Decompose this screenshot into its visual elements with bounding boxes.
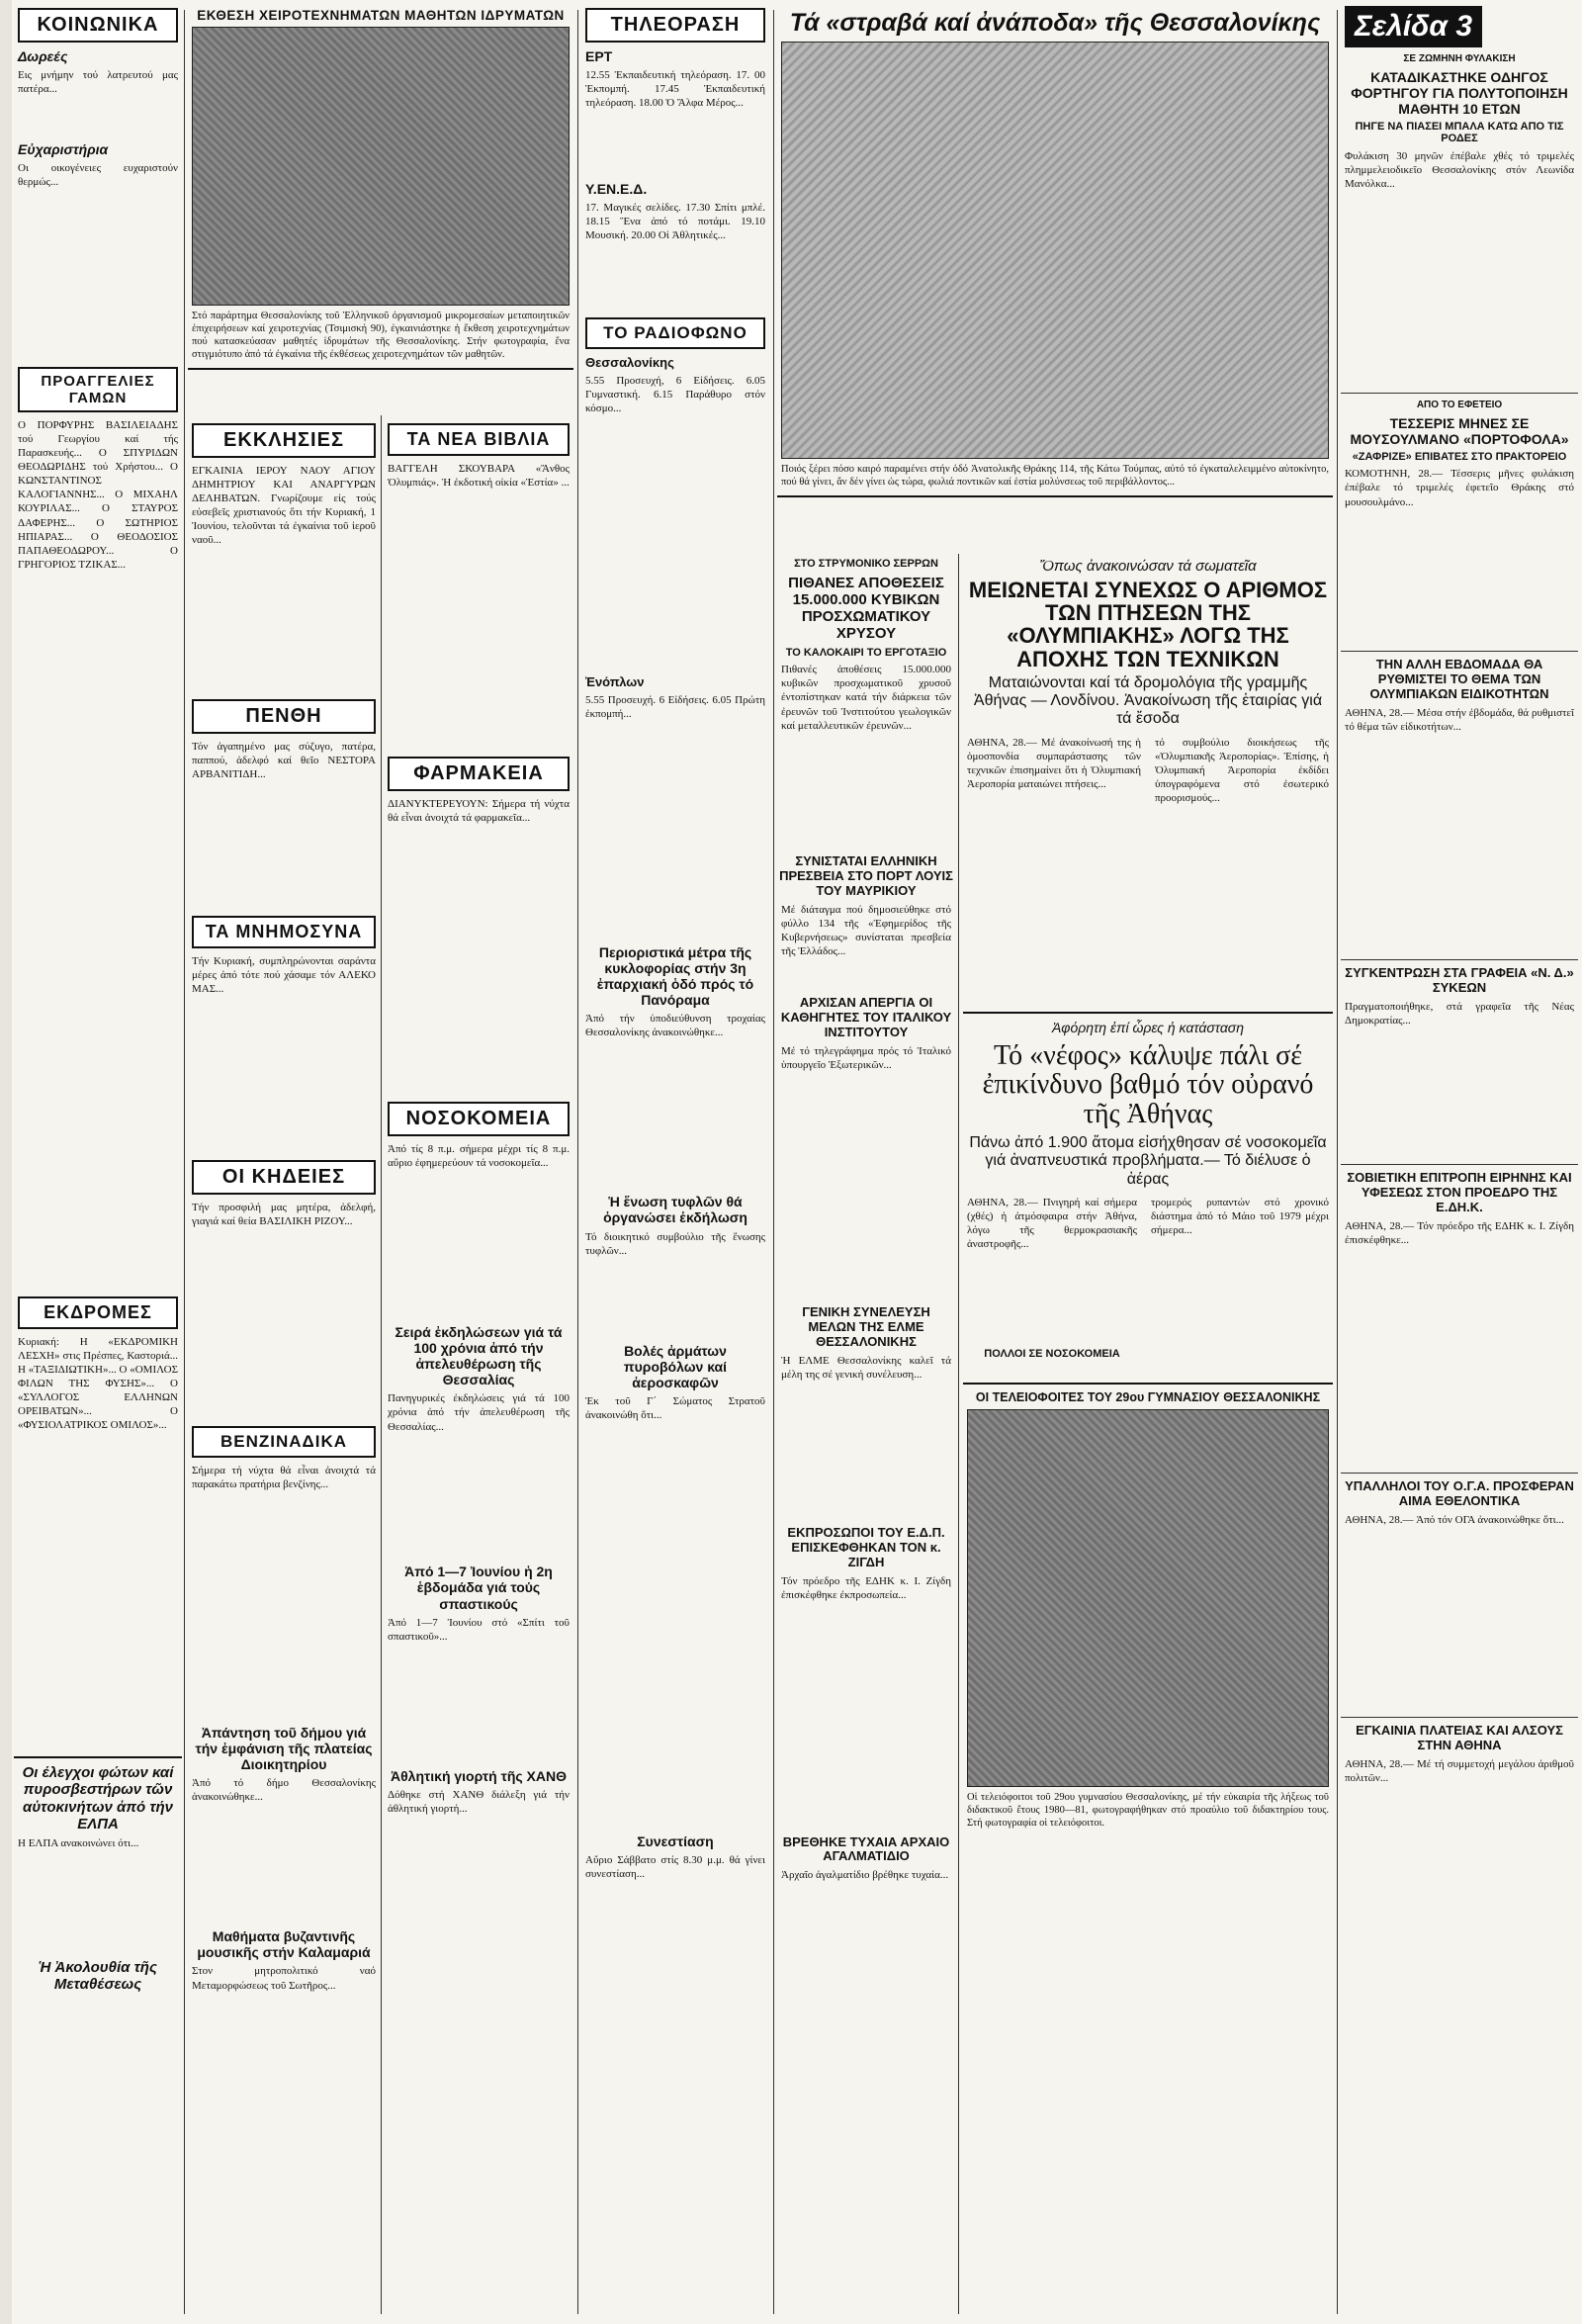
ypalliloi-heading: ΥΠΑΛΛΗΛΟΙ ΤΟΥ Ο.Γ.Α. ΠΡΟΣΦΕΡΑΝ ΑΙΜΑ ΕΘΕΛΟΝΤΙΚΑ: [1345, 1477, 1574, 1508]
seira-text: Πανηγυρικές ἐκδηλώσεις γιά τά 100 χρόνια ἀπό τήν ἀπελευθέρωση τῆς Θεσσαλίας...: [388, 1392, 570, 1433]
main-photo-title: Τά «στραβά καί ἀνάποδα» τῆς Θεσσαλονίκης: [789, 9, 1321, 37]
geniki-text: Ἡ ΕΛΜΕ Θεσσαλονίκης καλεῖ τά μέλη της σέ γενική συνέλευση...: [781, 1354, 951, 1381]
ekklisies-text: ΕΓΚΑΙΝΙΑ ΙΕΡΟΥ ΝΑΟΥ ΑΓΙΟΥ ΔΗΜΗΤΡΙΟΥ ΚΑΙ ΑΝΑΡΓΥΡΩΝ ΔΕΛΗΒΑΤΩΝ. Γνωρίζουμε εἰς τούς εὐσεβεῖς χριστιανούς ὅτι τήν Κυριακή, 1 Ἰουνίου, τελοῦνται τά ἐγκαίνια τοῦ ἱεροῦ ναοῦ...: [192, 465, 376, 547]
elegchoi-text: Η ΕΛΠΑ ανακοινώνει ότι...: [18, 1837, 139, 1849]
gymnasio-title: ΟΙ ΤΕΛΕΙΟΦΟΙΤΕΣ ΤΟΥ 29ου ΓΥΜΝΑΣΙΟΥ ΘΕΣΣΑΛΟΝΙΚΗΣ: [975, 1390, 1321, 1405]
column-right: [1341, 0, 1578, 2324]
exhibit-photo: [192, 27, 570, 306]
apo1-text: Ἀπό 1—7 Ἰουνίου στό «Σπίτι τοῦ σπαστικοῦ»...: [388, 1616, 570, 1643]
enoplon-heading: Ἐνόπλων: [585, 674, 645, 689]
egkainia-heading: ΕΓΚΑΙΝΙΑ ΠΛΑΤΕΙΑΣ ΚΑΙ ΑΛΣΟΥΣ ΣΤΗΝ ΑΘΗΝΑ: [1356, 1722, 1563, 1752]
vrethike-heading: ΒΡΕΘΗΚΕ ΤΥΧΑΙΑ ΑΡΧΑΙΟ ΑΓΑΛΜΑΤΙΔΙΟ: [782, 1833, 950, 1864]
nefos-kicker: Ἀφόρητη ἐπί ὧρες ἡ κατάσταση: [1051, 1019, 1245, 1035]
section-ekdromes: ΕΚΔΡΟΜΕΣ: [18, 1296, 178, 1329]
olympic-text-a: ΑΘΗΝΑ, 28.— Μέ ἀνακοίνωσή της ἡ ὁμοσπονδία συμπαράστασης τῶν τεχνικῶν ἐπισημαίνει ὅτι ἡ Ὀλυμπιακή Ἀεροπορία ματαιώνει πτήσεις...: [967, 736, 1141, 791]
nosokomeia-text: Ἀπό τίς 8 π.μ. σήμερα μέχρι τίς 8 π.μ. αὔριο ἐφημερεύουν τά νοσοκομεῖα...: [388, 1143, 570, 1170]
pige-sub: ΠΗΓΕ ΝΑ ΠΙΑΣΕΙ ΜΠΑΛΑ ΚΑΤΩ ΑΠΟ ΤΙΣ ΡΟΔΕΣ: [1355, 120, 1564, 145]
column-social: [14, 0, 182, 2324]
olympic-kicker: Ὅπως ἀνακοινώσαν τά σωματεῖα: [1039, 558, 1257, 575]
seira-heading: Σειρά ἐκδηλώσεων γιά τά 100 χρόνια ἀπό τήν ἀπελευθέρωση τῆς Θεσσαλίας: [395, 1324, 563, 1388]
olympic-text-b: τό συμβούλιο διοικήσεως τῆς «Ὀλυμπιακῆς Ἀεροπορίας». Ἐπίσης, ἡ Ὀλυμπιακή Ἀεροπορία ἐκδίδει ὑπογραφόμενα στό ἐσωτερικό προορισμούς...: [1155, 736, 1329, 805]
athlitiki-heading: Ἀθλητική γιορτή τῆς ΧΑΝΘ: [390, 1767, 567, 1784]
enoplon-text: 5.55 Προσευχή. 6 Εἰδήσεις. 6.05 Πρώτη ἐκπομπή...: [585, 694, 765, 721]
geniki-heading: ΓΕΝΙΚΗ ΣΥΝΕΛΕΥΣΗ ΜΕΛΩΝ ΤΗΣ ΕΛΜΕ ΘΕΣΣΑΛΟΝΙΚΗΣ: [802, 1303, 930, 1349]
aptergia-heading: ΑΡΧΙΣΑΝ ΑΠΕΡΓΙΑ ΟΙ ΚΑΘΗΓΗΤΕΣ ΤΟΥ ΙΤΑΛΙΚΟΥ ΙΝΣΤΙΤΟΥΤΟΥ: [780, 995, 952, 1039]
mnimosyna-text: Τήν Κυριακή, συμπληρώνονται σαράντα μέρες ἀπό τότε πού χάσαμε τόν ΑΛΕΚΟ ΜΑΣ...: [192, 955, 376, 996]
exhibit-title: ΕΚΘΕΣΗ ΧΕΙΡΟΤΕΧΝΗΜΑΤΩΝ ΜΑΘΗΤΩΝ ΙΔΡΥΜΑΤΩΝ: [197, 8, 565, 23]
section-tileorasi: ΤΗΛΕΟΡΑΣΗ: [585, 8, 765, 43]
zafrize-sub: «ΖΑΦΡΙΖΕ» ΕΠΙΒΑΤΕΣ ΣΤΟ ΠΡΑΚΤΟΡΕΙΟ: [1352, 450, 1567, 463]
ypalliloi-text: ΑΘΗΝΑ, 28.— Ἀπό τόν ΟΓΑ ἀνακοινώθηκε ὅτι...: [1345, 1513, 1564, 1526]
katadikastike-heading: ΚΑΤΑΔΙΚΑΣΤΗΚΕ ΟΔΗΓΟΣ ΦΟΡΤΗΓΟΥ ΓΙΑ ΠΟΛΥΤΟΠΟΙΗΣΗ ΜΑΘΗΤΗ 10 ΕΤΩΝ: [1351, 68, 1568, 117]
section-farmakeia: ΦΑΡΜΑΚΕΙΑ: [388, 757, 570, 791]
elegchoi-heading: Οι έλεγχοι φώτων καί πυροσβεστήρων τῶν αὐτοκινήτων ἀπό τήν ΕΛΠΑ: [22, 1764, 174, 1832]
column-exhibit: [188, 0, 573, 2324]
section-penthi: ΠΕΝΘΗ: [192, 699, 376, 734]
farmakeia-text: ΔΙΑΝΥΚΤΕΡΕΥΟΥΝ: Σήμερα τή νύχτα θά εἶναι ἀνοιχτά τά φαρμακεῖα...: [388, 798, 570, 825]
apantisi-heading: Ἀπάντηση τοῦ δήμου γιά τήν ἐμφάνιση τῆς πλατείας Διοικητηρίου: [195, 1725, 373, 1773]
enosi-heading: Ἡ ἕνωση τυφλῶν θά ὀργανώσει ἐκδήλωση: [603, 1194, 747, 1226]
strymoniko-text: Πιθανές ἀποθέσεις 15.000.000 κυβικῶν προσχωματικοῦ χρυσοῦ ἐντοπίστηκαν κατά τήν διάρκεια τῶν ἐρευνῶν τοῦ Ἰνστιτούτου γεωλογικῶν καί μεταλλευτικῶν ἐρευνῶν...: [781, 664, 951, 732]
vrethike-text: Ἀρχαῖο ἀγαλματίδιο βρέθηκε τυχαία...: [781, 1869, 949, 1882]
column-stories: [963, 554, 1333, 1832]
katadikastike-text: Φυλάκιση 30 μηνῶν ἐπέβαλε χθές τό τριμελές πλημμελειοδικεῖο Θεσσαλονίκης στόν Λεωνίδα Μανόλκα...: [1345, 150, 1574, 191]
mathimata-text: Στον μητροπολιτικό ναό Μεταμορφώσεως τοῦ Σωτῆρος...: [192, 1965, 376, 1992]
syg-heading: ΣΥΓΚΕΝΤΡΩΣΗ ΣΤΑ ΓΡΑΦΕΙΑ «Ν. Δ.» ΣΥΚΕΩΝ: [1345, 965, 1574, 996]
section-aggelies: ΠΡΟΑΓΓΕΛΙΕΣ ΓΑΜΩΝ: [18, 367, 178, 412]
akolouthia-heading: Ἡ Ἀκολουθία τῆς Μεταθέσεως: [39, 1959, 157, 1994]
sovietiki-heading: ΣΟΒΙΕΤΙΚΗ ΕΠΙΤΡΟΠΗ ΕΙΡΗΝΗΣ ΚΑΙ ΥΦΕΣΕΩΣ ΣΤΟΝ ΠΡΟΕΔΡΟ ΤΗΣ Ε.ΔΗ.Κ.: [1347, 1170, 1572, 1214]
egkainia-text: ΑΘΗΝΑ, 28.— Μέ τή συμμετοχή μεγάλου ἀριθμοῦ πολιτῶν...: [1345, 1757, 1574, 1784]
ekprosopoi-text: Τόν πρόεδρο τῆς ΕΔΗΚ κ. Ι. Ζίγδη ἐπισκέφθηκε ἐκπροσωπεία...: [781, 1574, 951, 1601]
thess-heading: Θεσσαλονίκης: [585, 355, 674, 370]
thess-text: 5.55 Προσευχή, 6 Εἰδήσεις. 6.05 Γυμναστική. 6.15 Παράθυρο στόν κόσμο...: [585, 375, 765, 415]
section-kideies: ΟΙ ΚΗΔΕΙΕΣ: [192, 1160, 376, 1195]
ekprosopoi-heading: ΕΚΠΡΟΣΩΠΟΙ ΤΟΥ Ε.Δ.Π. ΕΠΙΣΚΕΦΘΗΚΑΝ ΤΟΝ κ. ΖΙΓΔΗ: [787, 1524, 945, 1569]
strymoniko-heading: ΠΙΘΑΝΕΣ ΑΠΟΘΕΣΕΙΣ 15.000.000 ΚΥΒΙΚΩΝ ΠΡΟΣΧΩΜΑΤΙΚΟΥ ΧΡΥΣΟΥ: [788, 574, 944, 643]
eucharistiria-text: Οι οικογένειες ευχαριστούν θερμώς...: [18, 162, 178, 189]
strymoniko-kicker: ΣΤΟ ΣΤΡΥΜΟΝΙΚΟ ΣΕΡΡΩΝ: [794, 558, 938, 570]
apantisi-text: Ἀπό τό δήμο Θεσσαλονίκης ἀνακοινώθηκε...: [192, 1777, 376, 1804]
nefos-title: Τό «νέφος» κάλυψε πάλι σέ ἐπικίνδυνο βαθμό τόν οὐρανό τῆς Ἀθήνας: [982, 1039, 1314, 1129]
column-left: [0, 0, 12, 2324]
column-briefs: [777, 554, 955, 1885]
section-radiofono: ΤΟ ΡΑΔΙΟΦΩΝΟ: [585, 317, 765, 349]
kideies-text: Τήν προσφιλή μας μητέρα, ἀδελφή, γιαγιά καί θεία ΒΑΣΙΛΙΚΗ ΡΙΖΟΥ...: [192, 1202, 376, 1228]
penthi-text: Τόν ἀγαπημένο μας σύζυγο, πατέρα, παππού, ἀδελφό καί θεῖο ΝΕΣΤΟΡΑ ΑΡΒΑΝΙΤΙΔΗ...: [192, 741, 376, 781]
students-photo: [967, 1409, 1329, 1787]
eucharistiria-heading: Εὐχαριστήρια: [18, 141, 109, 157]
students-caption: Οἱ τελειόφοιτοι τοῦ 29ου γυμνασίου Θεσσαλονίκης, μέ τήν εὐκαιρία τῆς λήξεως τοῦ διδακτικοῦ ἔτους 1980—81, φωτογραφήθηκαν στό προαύλιο τοῦ διδακτηρίου τους. Στή φωτογραφία οἱ τελειόφοιτοι.: [967, 1791, 1329, 1829]
athlitiki-text: Δόθηκε στή ΧΑΝΘ διάλεξη γιά τήν ἀθλητική γιορτή...: [388, 1788, 570, 1815]
voles-heading: Βολές ἀρμάτων πυροβόλων καί ἀεροσκαφῶν: [623, 1342, 728, 1390]
nefos-text-a: ΑΘΗΝΑ, 28.— Πνιγηρή καί σήμερα (χθές) ἡ ἀτμόσφαιρα στήν Ἀθήνα, λόγω τῆς θερμοκρασιακῆς ἀναστροφῆς...: [967, 1197, 1137, 1251]
column-books: [384, 415, 573, 1819]
section-nosokomeia: ΝΟΣΟΚΟΜΕΙΑ: [388, 1102, 570, 1136]
nefos-text-b: τρομερός ρυπαντών στό χρονικό διάστημα ἀπό τό Μάιο τοῦ 1979 μέχρι σήμερα...: [1151, 1197, 1329, 1237]
section-mnimosyna: ΤΑ ΜΝΗΜΟΣΥΝΑ: [192, 916, 376, 948]
venzinadika-text: Σήμερα τή νύχτα θά εἶναι ἀνοιχτά τά παρακάτω πρατήρια βενζίνης...: [192, 1465, 376, 1491]
page-number-badge: Σελίδα 3: [1345, 6, 1482, 47]
periorist-heading: Περιοριστικά μέτρα τῆς κυκλοφορίας στήν 3η ἐπαρχιακή ὁδό πρός τό Πανόραμα: [596, 944, 754, 1009]
zomini-kicker: ΣΕ ΖΩΜΗΝΗ ΦΥΛΑΚΙΣΗ: [1403, 53, 1516, 64]
column-churches: [188, 415, 380, 1996]
ekdromes-text: Κυριακή: Η «ΕΚΔΡΟΜΙΚΗ ΛΕΣΧΗ» στις Πρέσπες, Καστοριά... Η «ΤΑΞΙΔΙΩΤΙΚΗ»... Ο «ΟΜΙΛΟΣ ΦΙΛΩΝ ΤΗΣ ΦΥΣΗΣ»... Ο «ΣΥΛΛΟΓΟΣ ΕΛΛΗΝΩΝ ΟΡΕΙΒΑΤΩΝ»... Ο «ΦΥΣΙΟΛΑΤΡΙΚΟΣ ΟΜΙΛΟΣ»...: [18, 1336, 178, 1432]
alli-heading: ΤΗΝ ΑΛΛΗ ΕΒΔΟΜΑΔΑ ΘΑ ΡΥΘΜΙΣΤΕΙ ΤΟ ΘΕΜΑ ΤΩΝ ΟΛΥΜΠΙΑΚΩΝ ΕΙΔΙΚΟΤΗΤΩΝ: [1369, 657, 1549, 702]
presveia-heading: ΣΥΝΙΣΤΑΤΑΙ ΕΛΛΗΝΙΚΗ ΠΡΕΣΒΕΙΑ ΣΤΟ ΠΟΡΤ ΛΟΥΙΣ ΤΟΥ ΜΑΥΡΙΚΙΟΥ: [779, 853, 953, 899]
ert-text: 12.55 Ἐκπαιδευτική τηλεόραση. 17. 00 Ἐκπομπή. 17.45 Ἐκπαιδευτική τηλεόραση. 18.00 Ὁ Ἄλφα Μέρος...: [585, 69, 765, 110]
car-photo-caption: Ποιός ξέρει πόσο καιρό παραμένει στήν ὁδό Ἀνατολικῆς Θράκης 114, τῆς Κάτω Τούμπας, αὐτό τό ἐγκαταλελειμμένο αὐτοκίνητο, πού θά γίνει, ἄν δέν γίνει ὡς τώρα, φωλιά ποντικῶν καί ἑστία μολύνσεως τοῦ περιβάλλοντος...: [781, 464, 1329, 489]
aptergia-text: Μέ τό τηλεγράφημα πρός τό Ἰταλικό ὑπουργεῖο Ἐξωτερικῶν...: [781, 1044, 951, 1071]
tesseris-heading: ΤΕΣΣΕΡΙΣ ΜΗΝΕΣ ΣΕ ΜΟΥΣΟΥΛΜΑΝΟ «ΠΟΡΤΟΦΟΛΑ»: [1350, 414, 1569, 447]
strymoniko-sub: ΤΟ ΚΑΛΟΚΑΙΡΙ ΤΟ ΕΡΓΟΤΑΞΙΟ: [785, 646, 947, 659]
yened-heading: Υ.ΕΝ.Ε.Δ.: [585, 181, 648, 197]
synestiasi-heading: Συνεστίαση: [637, 1832, 714, 1849]
column-tv: [581, 0, 769, 2324]
doreés-heading: Δωρεές: [18, 48, 68, 64]
section-venzinadika: ΒΕΝΖΙΝΑΔΙΚΑ: [192, 1426, 376, 1458]
olympic-deck: Ματαιώνονται καί τά δρομολόγια τῆς γραμμῆς Ἀθήνας — Λονδίνου. Ἀνακοίνωση τῆς ἑταιρίας γιά τά ἔσοδα: [973, 673, 1323, 728]
car-photo: [781, 42, 1329, 459]
aggelies-text: Ο ΠΟΡΦΥΡΗΣ ΒΑΣΙΛΕΙΑΔΗΣ τού Γεωργίου καί τής Παρασκευής... Ο ΣΠΥΡΙΔΩΝ ΘΕΟΔΩΡΙΔΗΣ τού Χρήστου... Ο ΚΩΝΣΤΑΝΤΙΝΟΣ ΚΑΛΟΓΙΑΝΝΗΣ... Ο ΜΙΧΑΗΛ ΚΟΥΡΙΛΑΣ... Ο ΣΤΑΥΡΟΣ ΔΑΦΕΡΗΣ... Ο ΣΩΤΗΡΙΟΣ ΗΠΙΑΡΑΣ... Ο ΘΕΟΔΟΣΙΟΣ ΠΑΠΑΘΕΟΔΩΡΟΥ... Ο ΓΡΗΓΟΡΙΟΣ ΤΖΙΚΑΣ...: [18, 419, 178, 571]
efeteio-kicker: ΑΠΟ ΤΟ ΕΦΕΤΕΙΟ: [1416, 400, 1503, 411]
apo1-heading: Ἀπό 1—7 Ἰουνίου ἡ 2η ἑβδομάδα γιά τούς σπαστικούς: [404, 1564, 553, 1612]
section-ekklisies: ΕΚΚΛΗΣΙΕΣ: [192, 423, 376, 458]
polloi-heading: ΠΟΛΛΟΙ ΣΕ ΝΟΣΟΚΟΜΕΙΑ: [984, 1348, 1120, 1361]
tesseris-text: ΚΟΜΟΤΗΝΗ, 28.— Τέσσερις μῆνες φυλάκιση ἐπέβαλε τό τριμελές ἐφετεῖο Θράκης στό μουσουλμάνο...: [1345, 468, 1574, 508]
olympic-title: ΜΕΙΩΝΕΤΑΙ ΣΥΝΕΧΩΣ Ο ΑΡΙΘΜΟΣ ΤΩΝ ΠΤΗΣΕΩΝ ΤΗΣ «ΟΛΥΜΠΙΑΚΗΣ» ΛΟΓΩ ΤΗΣ ΑΠΟΧΗΣ ΤΩΝ ΤΕΧΝΙΚΩΝ: [968, 578, 1328, 671]
section-nea-vivlia: ΤΑ ΝΕΑ ΒΙΒΛΙΑ: [388, 423, 570, 456]
enosi-text: Τό διοικητικό συμβούλιο τῆς ἕνωσης τυφλῶν...: [585, 1230, 765, 1257]
voles-text: Ἐκ τοῦ Γ΄ Σώματος Στρατοῦ ἀνακοινώθη ὅτι...: [585, 1394, 765, 1421]
column-main: [777, 0, 1333, 2324]
nea-vivlia-text: ΒΑΓΓΕΛΗ ΣΚΟΥΒΑΡΑ «Ἄνθος Ὀλυμπιάς». Ἡ ἐκδοτική οἰκία «Ἑστία» ...: [388, 463, 570, 490]
exhibit-caption: Στό παράρτημα Θεσσαλονίκης τοῦ Ἑλληνικοῦ ὀργανισμοῦ μικρομεσαίων μεταποιητικῶν ἐπιχειρήσεων καί χειροτεχνίας (Τσιμισκή 90), ἐγκαινιάστηκε ἡ ἔκθεση χειροτεχνημάτων πού κατασκεύασαν μαθητές ἱδρυμάτων τῆς Θεσσαλονίκης. Στήν φωτογραφία, ἕνα στιγμιότυπο ἀπό τά ἐγκαίνια τῆς ἐκθέσεως χειροτεχνημάτων τῶν μαθητῶν.: [192, 311, 570, 361]
ert-heading: ΕΡΤ: [585, 48, 613, 64]
alli-text: ΑΘΗΝΑ, 28.— Μέσα στήν ἐβδομάδα, θά ρυθμιστεῖ τό θέμα τῶν εἰδικοτήτων...: [1345, 707, 1574, 734]
periorist-text: Ἀπό τήν ὑποδιεύθυνση τροχαίας Θεσσαλονίκης ἀνακοινώθηκε...: [585, 1013, 765, 1039]
mathimata-heading: Μαθήματα βυζαντινῆς μουσικῆς στήν Καλαμαριά: [197, 1928, 371, 1961]
nefos-deck: Πάνω ἀπό 1.900 ἄτομα εἰσήχθησαν σέ νοσοκομεῖα γιά ἀναπνευστικά προβλήματα.— Τό διέλυσε ὁ ἀέρας: [969, 1134, 1327, 1188]
sovietiki-text: ΑΘΗΝΑ, 28.— Τόν πρόεδρο τῆς ΕΔΗΚ κ. Ι. Ζίγδη ἐπισκέφθηκε...: [1345, 1219, 1574, 1246]
doreés-text: Εις μνήμην τού λατρευτού μας πατέρα...: [18, 69, 178, 96]
synestiasi-text: Αὔριο Σάββατο στίς 8.30 μ.μ. θά γίνει συνεστίαση...: [585, 1853, 765, 1881]
yened-text: 17. Μαγικές σελίδες. 17.30 Σπίτι μπλέ. 18.15 Ἕνα ἀπό τό ποτάμι. 19.10 Μουσική. 20.00 Οἱ Ἀθλητικές...: [585, 202, 765, 242]
presveia-text: Μέ διάταγμα πού δημοσιεύθηκε στό φύλλο 134 τῆς «Ἐφημερίδος τῆς Κυβερνήσεως» συνίσταται πρεσβεία τῆς Ἑλλάδος...: [781, 904, 951, 958]
section-koinonika: ΚΟΙΝΩΝΙΚΑ: [18, 8, 178, 43]
syg-text: Πραγματοποιήθηκε, στά γραφεῖα τῆς Νέας Δημοκρατίας...: [1345, 1001, 1574, 1028]
